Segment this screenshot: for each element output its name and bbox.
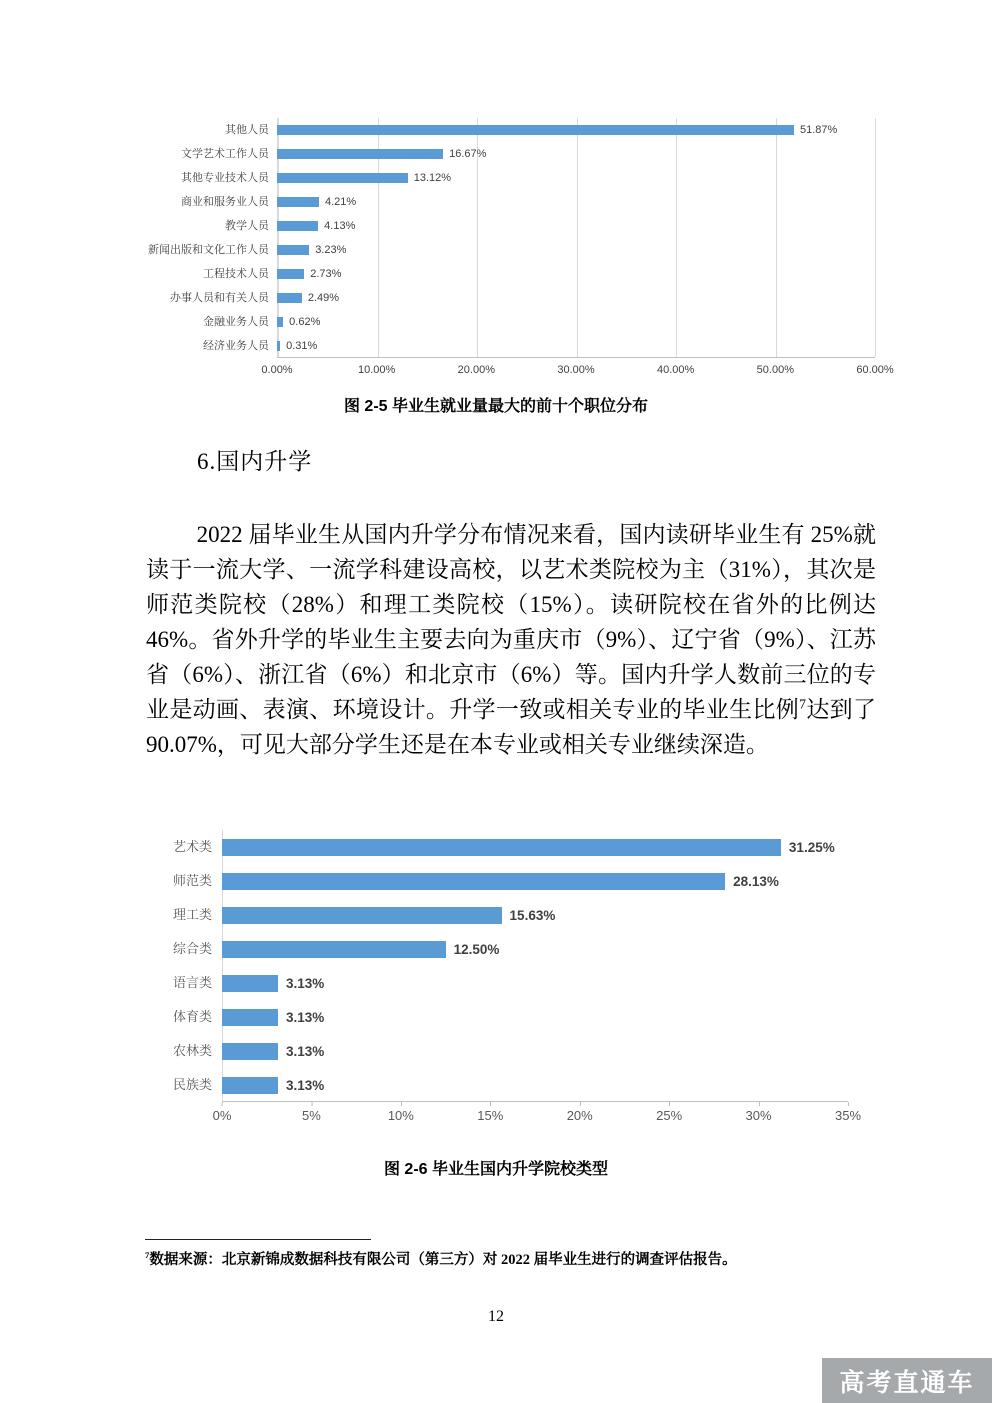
bar [277, 293, 302, 303]
category-label: 体育类 [172, 1008, 212, 1024]
paragraph-text-1: 2022 届毕业生从国内升学分布情况来看，国内读研毕业生有 25%就读于一流大学、一流学科建设高校，以艺术类院校为主（31%），其次是师范类院校（28%）和理工类院校（15%）。读研院校在省外的比例达 46%。省外升学的毕业生主要去向为重庆市（9%）、辽宁省（9%）、江苏省（6%）、浙江省（6%）和北京市（6%）等。国内升学人数前三位的专业是动画、表演、环境设计。升学一致或相关专业的毕业生比例 [146, 522, 876, 722]
x-tick-label: 40.00% [657, 364, 695, 376]
x-tick-label: 30% [745, 1108, 772, 1123]
footnote-text: 数据来源：北京新锦成数据科技有限公司（第三方）对 2022 届毕业生进行的调查评估报告。 [149, 1252, 737, 1268]
x-tick-label: 60.00% [856, 364, 894, 376]
category-label: 文学艺术工作人员 [181, 147, 269, 160]
bar [222, 1077, 278, 1094]
bar-track [222, 966, 848, 1000]
figure-2-6-caption: 图 2-6 毕业生国内升学院校类型 [383, 1161, 609, 1178]
value-label: 51.87% [799, 124, 838, 136]
bar [222, 975, 278, 992]
page-number: 12 [488, 1308, 504, 1325]
x-tick-label: 20% [566, 1108, 593, 1123]
x-tick-label: 35% [834, 1108, 862, 1123]
x-tick-label: 20.00% [457, 364, 495, 376]
footnote [145, 1250, 965, 1270]
bar [277, 125, 794, 135]
bar-track [277, 286, 875, 310]
bar-track [277, 214, 875, 238]
value-label: 2.49% [307, 292, 340, 304]
bar-track [222, 932, 848, 966]
body-paragraph [146, 517, 876, 762]
figure-2-5-chart [145, 118, 894, 380]
chart-xaxis [261, 358, 894, 380]
watermark-badge: 高考直通车 [822, 1358, 992, 1403]
footnote-marker: 7 [145, 1250, 150, 1261]
bar [277, 269, 304, 279]
value-label: 0.62% [289, 316, 321, 328]
bar [277, 341, 280, 351]
value-label: 31.25% [788, 839, 835, 855]
category-label: 综合类 [172, 940, 212, 956]
chart-row [145, 214, 875, 238]
chart-plot-area [145, 118, 875, 358]
figure-2-6-chart [148, 830, 862, 1124]
chart-rows [145, 118, 875, 358]
footnote-divider [145, 1239, 371, 1240]
value-label: 3.13% [285, 1043, 325, 1059]
paragraph-text-2: 达到了 90.07%，可见大部分学生还是在本专业或相关专业继续深造。 [146, 697, 877, 757]
value-label: 3.23% [315, 244, 347, 256]
bar [222, 839, 781, 856]
bar [222, 1043, 278, 1060]
category-label: 语言类 [172, 974, 212, 990]
category-label: 农林类 [172, 1042, 212, 1058]
bar-track [277, 190, 875, 214]
bar [222, 1009, 278, 1026]
footnote-reference: 7 [799, 696, 807, 712]
bar-track [277, 262, 875, 286]
category-label: 工程技术人员 [203, 267, 269, 280]
bar [277, 149, 443, 159]
chart-row [148, 864, 848, 898]
bar [277, 197, 319, 207]
value-label: 13.12% [413, 172, 452, 184]
bar-track [222, 1068, 848, 1102]
bar-track [222, 1000, 848, 1034]
category-label: 其他人员 [225, 123, 269, 136]
x-tick-label: 0% [212, 1108, 232, 1123]
chart-xaxis [212, 1102, 862, 1124]
chart-row [148, 898, 848, 932]
bar-track [277, 118, 875, 142]
value-label: 2.73% [310, 268, 342, 280]
chart-row [148, 1068, 848, 1102]
bar [222, 873, 725, 890]
chart-row [145, 166, 875, 190]
section-heading: 6.国内升学 [197, 449, 313, 474]
category-label: 金融业务人员 [203, 315, 269, 328]
chart-row [148, 1000, 848, 1034]
figure-2-5-caption: 图 2-5 毕业生就业量最大的前十个职位分布 [343, 398, 649, 415]
chart-row [145, 262, 875, 286]
bar [222, 941, 446, 958]
value-label: 3.13% [285, 1009, 325, 1025]
chart-rows [148, 830, 848, 1102]
bar-track [222, 830, 848, 864]
bar-track [222, 1034, 848, 1068]
bar-track [222, 898, 848, 932]
bar [277, 317, 283, 327]
x-tick-label: 25% [656, 1108, 683, 1123]
value-label: 0.31% [286, 340, 318, 352]
bar-track [277, 166, 875, 190]
chart-row [145, 334, 875, 358]
value-label: 28.13% [733, 873, 779, 889]
category-label: 民族类 [172, 1076, 212, 1092]
chart-row [145, 310, 875, 334]
value-label: 4.13% [324, 220, 356, 232]
bar [222, 907, 502, 924]
bar-track [277, 142, 875, 166]
bar-track [222, 864, 848, 898]
chart-plot-area [148, 830, 848, 1102]
chart-row [145, 190, 875, 214]
chart-row [148, 932, 848, 966]
category-label: 师范类 [172, 872, 212, 888]
value-label: 4.21% [324, 196, 357, 208]
value-label: 15.63% [509, 907, 556, 923]
chart-row [145, 238, 875, 262]
category-label: 经济业务人员 [203, 339, 269, 352]
category-label: 其他专业技术人员 [181, 171, 269, 184]
chart-row [148, 830, 848, 864]
category-label: 理工类 [172, 906, 212, 922]
value-label: 3.13% [285, 975, 325, 991]
category-label: 艺术类 [172, 838, 212, 854]
category-label: 教学人员 [225, 219, 269, 232]
value-label: 12.50% [453, 941, 500, 957]
category-label: 新闻出版和文化工作人员 [148, 243, 269, 256]
bar-track [277, 310, 875, 334]
x-tick-label: 15% [477, 1108, 504, 1123]
value-label: 16.67% [449, 148, 487, 160]
category-label: 办事人员和有关人员 [170, 291, 269, 304]
x-tick-label: 0.00% [261, 364, 293, 376]
x-tick-label: 10.00% [358, 364, 396, 376]
bar-track [277, 334, 875, 358]
category-label: 商业和服务业人员 [181, 195, 269, 208]
chart-row [145, 118, 875, 142]
value-label: 3.13% [285, 1077, 325, 1093]
x-tick-label: 5% [302, 1108, 321, 1123]
bar [277, 173, 408, 183]
gridline [875, 118, 876, 357]
bar [277, 245, 309, 255]
chart-row [145, 142, 875, 166]
x-tick-label: 30.00% [557, 364, 595, 376]
bar [277, 221, 318, 231]
x-tick-label: 50.00% [756, 364, 794, 376]
chart-row [148, 966, 848, 1000]
chart-row [148, 1034, 848, 1068]
bar-track [277, 238, 875, 262]
x-tick-label: 10% [387, 1108, 414, 1123]
chart-row [145, 286, 875, 310]
